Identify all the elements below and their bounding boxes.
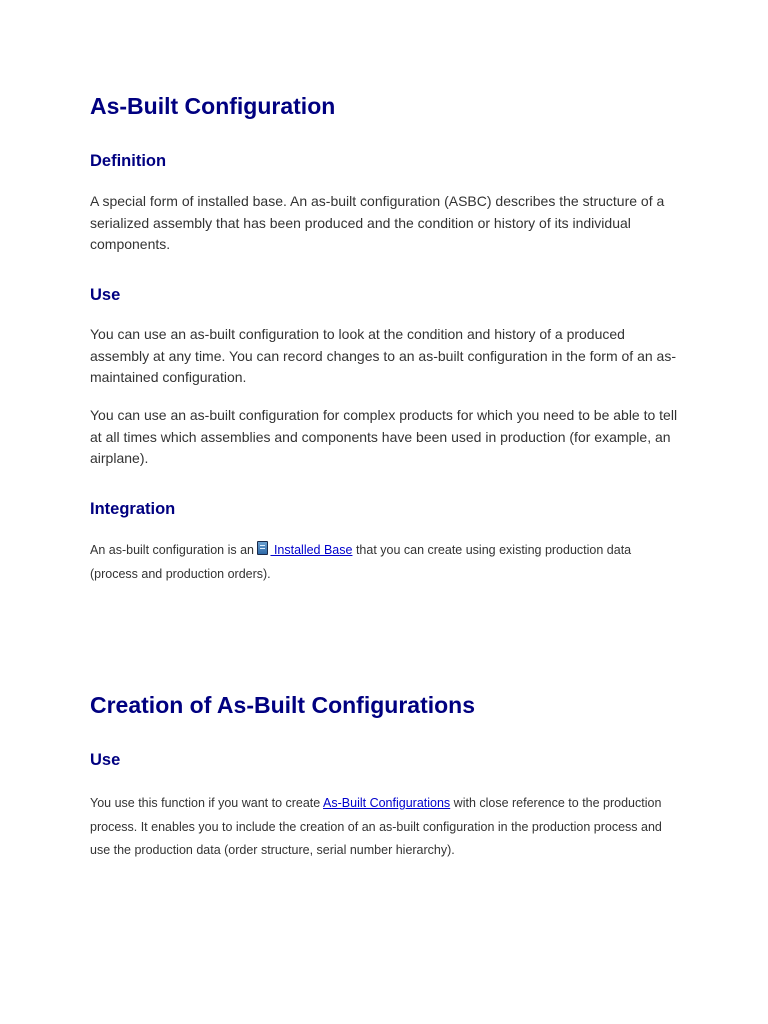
creation-use-paragraph (90, 792, 680, 863)
creation-use-heading: Use (90, 751, 121, 769)
page-title: As-Built Configuration (90, 93, 336, 119)
use-heading: Use (90, 286, 121, 304)
creation-use-text-pre: You use this function if you want to create (90, 796, 324, 810)
installed-base-link[interactable]: Installed Base (270, 543, 353, 557)
use-paragraph-1: You can use an as-built configuration to look at the condition and history of a produced assembly at any time. You can record changes to an as-built configuration in the form of an as-maintained configuration. (90, 326, 676, 385)
integration-paragraph (90, 539, 680, 586)
use-paragraph-2: You can use an as-built configuration for complex products for which you need to be able to tell at all times which assemblies and components have been used in production (for example, an airplane). (90, 407, 678, 466)
integration-heading: Integration (90, 500, 176, 518)
document-icon[interactable] (257, 541, 268, 555)
integration-text-post: that you can create using existing production data (process and production orders). (90, 543, 632, 581)
integration-text-pre: An as-built configuration is an (90, 543, 258, 557)
creation-title: Creation of As-Built Configurations (90, 692, 476, 718)
definition-text: A special form of installed base. An as-built configuration (ASBC) describes the structure of a serialized assembly that has been produced and the condition or history of its individual components. (90, 193, 665, 252)
definition-heading: Definition (90, 152, 167, 170)
creation-use-text-post: with close reference to the production process. It enables you to include the creation of an as-built configuration in the production process and use the production data (order structure, serial number hierarchy). (90, 796, 662, 857)
as-built-configurations-link[interactable]: As-Built Configurations (323, 796, 451, 810)
